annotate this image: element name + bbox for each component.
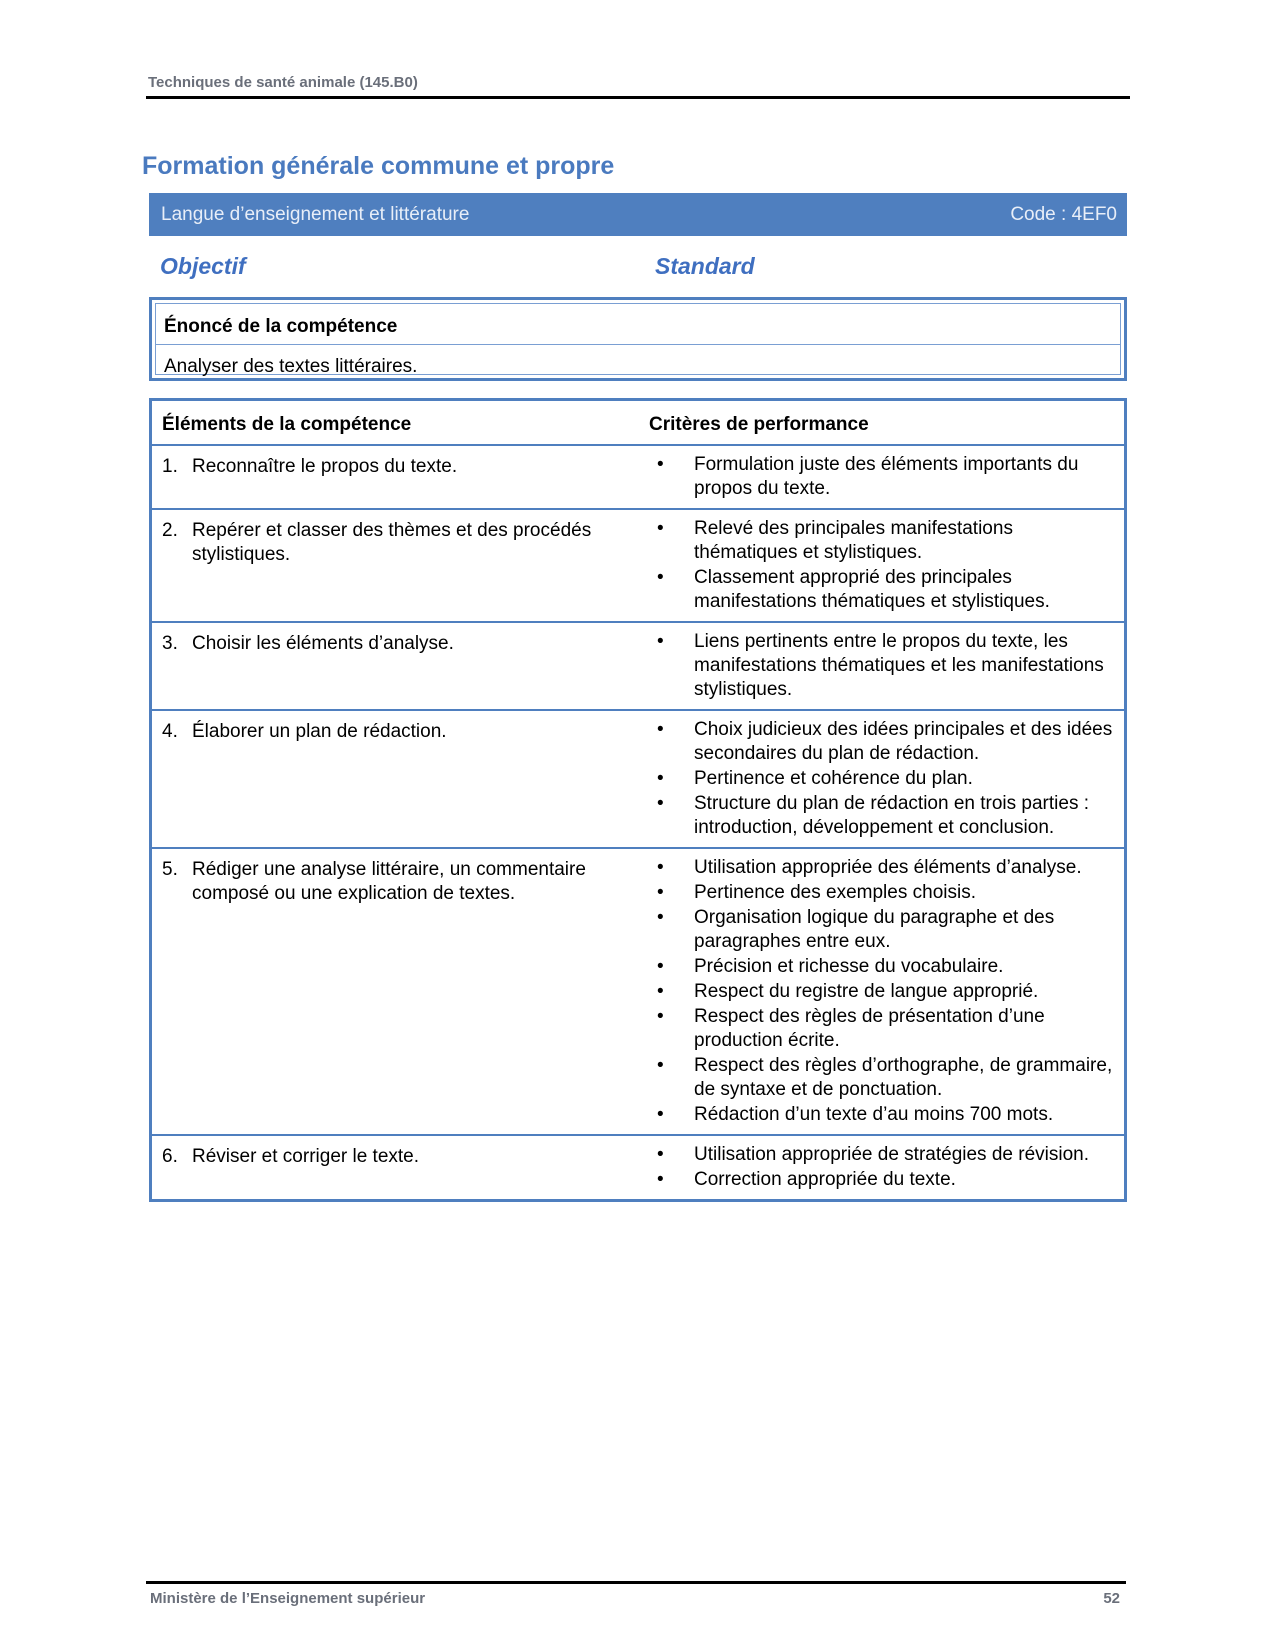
element-text: Reconnaître le propos du texte. [192, 456, 458, 477]
element-cell [152, 849, 639, 1134]
bullet-icon: • [657, 1169, 664, 1190]
header-rule [146, 96, 1130, 99]
bullet-icon: • [657, 518, 664, 539]
column-header-criteria: Critères de performance [649, 414, 869, 435]
element-cell [152, 711, 639, 847]
element-text: Réviser et corriger le texte. [192, 1146, 420, 1167]
competence-table-header [152, 401, 1124, 446]
criteria-text: Pertinence et cohérence du plan. [694, 768, 973, 789]
element-text: Choisir les éléments d’analyse. [192, 633, 454, 654]
bullet-icon: • [657, 882, 664, 903]
competence-statement-label: Énoncé de la compétence [164, 316, 398, 337]
criteria-item [639, 566, 1124, 614]
criteria-item [639, 906, 1124, 954]
competence-table [149, 398, 1127, 1202]
element-number: 4. [162, 721, 178, 742]
criteria-item [639, 767, 1124, 791]
bullet-icon: • [657, 857, 664, 878]
criteria-text: Précision et richesse du vocabulaire. [694, 956, 1004, 977]
element-number: 1. [162, 456, 178, 477]
standard-label: Standard [655, 253, 755, 279]
criteria-item [639, 1054, 1124, 1102]
criteria-item [639, 856, 1124, 880]
element-number: 3. [162, 633, 178, 654]
bullet-icon: • [657, 793, 664, 814]
criteria-text: Utilisation appropriée de stratégies de révision. [694, 1144, 1089, 1165]
objective-standard-row [160, 253, 1100, 280]
bullet-icon: • [657, 907, 664, 928]
element-cell [152, 510, 639, 621]
criteria-item [639, 718, 1124, 766]
element-cell [152, 1136, 639, 1199]
criteria-text: Liens pertinents entre le propos du texte, les manifestations thématiques et les manifestations stylistiques. [694, 631, 1104, 700]
element-number: 5. [162, 859, 178, 880]
criteria-item [639, 881, 1124, 905]
element-text: Élaborer un plan de rédaction. [192, 721, 447, 742]
criteria-item [639, 517, 1124, 565]
criteria-text: Respect des règles d’orthographe, de grammaire, de syntaxe et de ponctuation. [694, 1055, 1113, 1100]
criteria-text: Structure du plan de rédaction en trois parties : introduction, développement et conclusion. [694, 793, 1090, 838]
bullet-icon: • [657, 631, 664, 652]
criteria-item [639, 980, 1124, 1004]
criteria-text: Respect des règles de présentation d’une production écrite. [694, 1006, 1045, 1051]
bullet-icon: • [657, 719, 664, 740]
bullet-icon: • [657, 981, 664, 1002]
page-number: 52 [1103, 1590, 1120, 1607]
competence-table-body [152, 446, 1124, 1199]
bullet-icon: • [657, 1144, 664, 1165]
criteria-cell [639, 1136, 1124, 1199]
criteria-item [639, 1143, 1124, 1167]
table-row [152, 510, 1124, 623]
course-code: Code : 4EF0 [1010, 203, 1117, 225]
footer-rule [146, 1581, 1126, 1584]
column-header-elements: Éléments de la compétence [162, 414, 412, 435]
criteria-text: Classement approprié des principales manifestations thématiques et stylistiques. [694, 567, 1050, 612]
course-bar [149, 193, 1127, 236]
criteria-text: Respect du registre de langue approprié. [694, 981, 1039, 1002]
course-name: Langue d’enseignement et littérature [161, 203, 470, 225]
criteria-text: Utilisation appropriée des éléments d’analyse. [694, 857, 1082, 878]
criteria-cell [639, 446, 1124, 508]
competence-statement-inner [155, 303, 1121, 375]
element-text: Repérer et classer des thèmes et des procédés stylistiques. [192, 520, 592, 565]
criteria-cell [639, 510, 1124, 621]
criteria-item [639, 630, 1124, 702]
bullet-icon: • [657, 1104, 664, 1125]
bullet-icon: • [657, 956, 664, 977]
criteria-cell [639, 623, 1124, 709]
footer-ministry: Ministère de l’Enseignement supérieur [150, 1590, 426, 1607]
competence-statement-box [149, 297, 1127, 381]
table-row [152, 849, 1124, 1136]
criteria-text: Relevé des principales manifestations thématiques et stylistiques. [694, 518, 1013, 563]
element-number: 6. [162, 1146, 178, 1167]
criteria-item [639, 453, 1124, 501]
criteria-item [639, 955, 1124, 979]
table-row [152, 446, 1124, 510]
bullet-icon: • [657, 1055, 664, 1076]
competence-statement-divider [156, 344, 1120, 345]
criteria-item [639, 1005, 1124, 1053]
element-text: Rédiger une analyse littéraire, un commentaire composé ou une explication de textes. [192, 859, 586, 904]
criteria-text: Choix judicieux des idées principales et des idées secondaires du plan de rédaction. [694, 719, 1113, 764]
criteria-text: Organisation logique du paragraphe et des paragraphes entre eux. [694, 907, 1055, 952]
bullet-icon: • [657, 1006, 664, 1027]
criteria-cell [639, 711, 1124, 847]
bullet-icon: • [657, 768, 664, 789]
criteria-text: Pertinence des exemples choisis. [694, 882, 976, 903]
table-row [152, 711, 1124, 849]
criteria-cell [639, 849, 1124, 1134]
element-cell [152, 623, 639, 709]
bullet-icon: • [657, 567, 664, 588]
criteria-item [639, 1168, 1124, 1192]
competence-statement-value: Analyser des textes littéraires. [164, 356, 418, 377]
table-row [152, 623, 1124, 711]
element-cell [152, 446, 639, 508]
bullet-icon: • [657, 454, 664, 475]
element-number: 2. [162, 520, 178, 541]
criteria-text: Correction appropriée du texte. [694, 1169, 956, 1190]
table-row [152, 1136, 1124, 1199]
criteria-text: Rédaction d’un texte d’au moins 700 mots. [694, 1104, 1054, 1125]
criteria-item [639, 1103, 1124, 1127]
running-header: Techniques de santé animale (145.B0) [148, 74, 418, 91]
section-title: Formation générale commune et propre [142, 152, 615, 180]
objective-label: Objectif [160, 253, 246, 279]
criteria-text: Formulation juste des éléments importants du propos du texte. [694, 454, 1079, 499]
criteria-item [639, 792, 1124, 840]
